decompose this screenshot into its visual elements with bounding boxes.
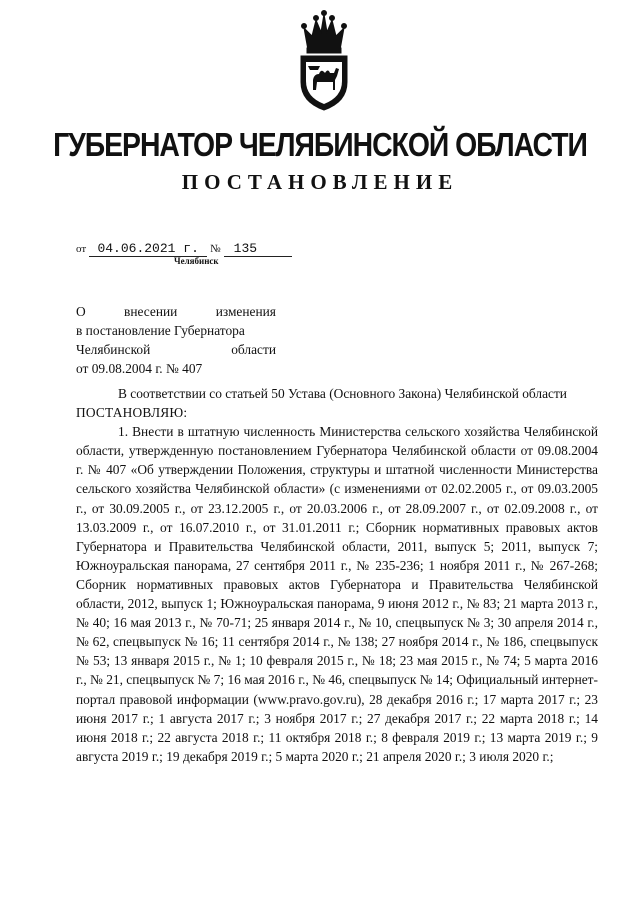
subject-line-4: от 09.08.2004 г. № 407 (76, 361, 203, 376)
decree-word: ПОСТАНОВЛЯЮ: (76, 405, 188, 421)
date-number-line (76, 241, 292, 257)
subject-line-1 (76, 302, 276, 321)
document-city: Челябинск (174, 256, 219, 266)
document-number: 135 (224, 241, 292, 257)
subject-word: внесении (124, 304, 178, 319)
preamble-paragraph: В соответствии со статьей 50 Устава (Основного Закона) Челябинской области (118, 386, 567, 401)
document-subject (76, 302, 276, 378)
number-label: № (210, 243, 221, 255)
coat-of-arms-icon (296, 10, 352, 112)
document-date: 04.06.2021 г. (89, 241, 207, 257)
subject-line-3 (76, 340, 276, 359)
subject-word: О (76, 304, 86, 319)
document-body (76, 384, 598, 766)
date-from-label: от (76, 243, 87, 255)
document-type: ПОСТАНОВЛЕНИЕ (181, 170, 459, 194)
subject-word: изменения (215, 304, 276, 319)
subject-line-2: в постановление Губернатора (76, 323, 245, 338)
document-title: ГУБЕРНАТОР ЧЕЛЯБИНСКОЙ ОБЛАСТИ (53, 126, 587, 163)
subject-word: Челябинской (76, 342, 151, 357)
subject-word: области (231, 342, 276, 357)
item-1-paragraph: 1. Внести в штатную численность Министерства сельского хозяйства Челябинской области, утвержденную постановлением Губернатора Челябинской области от 09.08.2004 г. № 407 «Об утверждении Положения, структуры и штатной численности Министерства сельского хозяйства Челябинской области» (с изменениями от 02.02.2005 г., от 09.03.2005 г., от 30.09.2005 г., от 23.12.2005 г., от 20.03.2006 г., от 28.09.2007 г., от 02.09.2008 г., от 13.03.2009 г., от 16.07.2010 г., от 31.01.2011 г.; Сборник нормативных правовых актов Губернатора и Правительства Челябинской области, 2011, выпуск 5; 2011, выпуск 7; Южноуральская панорама, 27 сентября 2011 г., № 235-236; 1 ноября 2011 г., № 267-268; Сборник нормативных правовых актов Губернатора и Правительства Челябинской области, 2012, выпуск 1; Южноуральская панорама, 9 июня 2012 г., № 83; 21 марта 2013 г., № 40; 16 мая 2013 г., № 70-71; 25 января 2014 г., № 10, спецвыпуск № 3; 30 апреля 2014 г., № 62, спецвыпуск № 16; 11 сентября 2014 г., № 138; 27 ноября 2014 г., № 186, спецвыпуск № 53; 13 января 2015 г., № 1; 10 февраля 2015 г., № 18; 23 мая 2015 г., № 74; 5 марта 2016 г., № 21, спецвыпуск № 7; 16 мая 2016 г., № 46, спецвыпуск № 14; Официальный интернет-портал правовой информации (www.pravo.gov.ru), 28 декабря 2016 г.; 17 марта 2017 г.; 23 июня 2017 г.; 1 августа 2017 г.; 3 ноября 2017 г.; 27 декабря 2017 г.; 22 марта 2018 г.; 14 июня 2018 г.; 22 августа 2018 г.; 11 октября 2018 г.; 8 февраля 2019 г.; 13 марта 2019 г.; 9 августа 2019 г.; 19 декабря 2019 г.; 5 марта 2020 г.; 21 апреля 2020 г.; 3 июля 2020 г.; (76, 424, 598, 764)
